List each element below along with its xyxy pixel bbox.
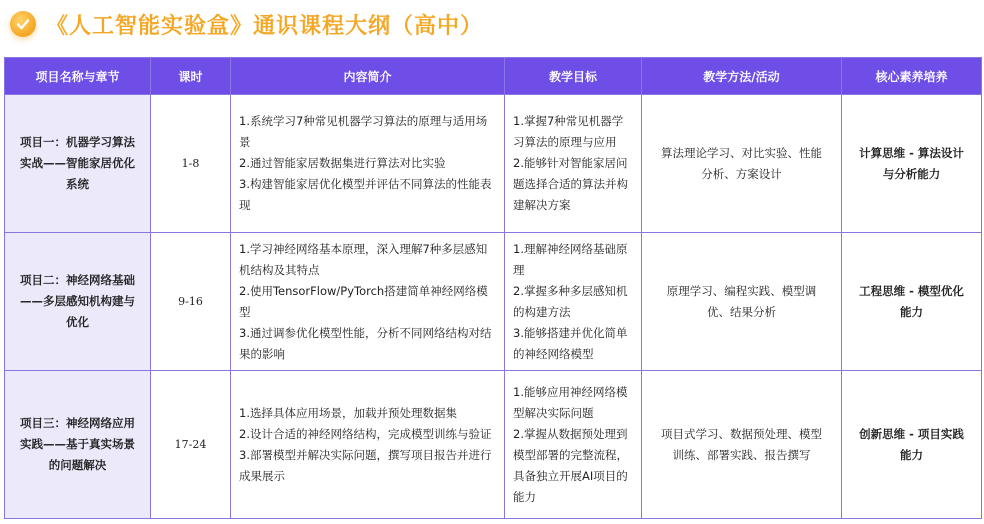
goal-line: 3.能够搭建并优化简单的神经网络模型 <box>513 325 628 361</box>
project-name: 项目三：神经网络应用实践——基于真实场景的问题解决 <box>5 371 151 519</box>
hours-cell: 17-24 <box>151 371 231 519</box>
content-line: 2.使用TensorFlow/PyTorch搭建简单神经网络模型 <box>239 283 488 319</box>
header-methods: 教学方法/活动 <box>642 58 842 95</box>
hours-cell: 1-8 <box>151 95 231 233</box>
goal-line: 2.掌握多种多层感知机的构建方法 <box>513 283 628 319</box>
core-cell: 计算思维 - 算法设计与分析能力 <box>842 95 982 233</box>
methods-cell: 原理学习、编程实践、模型调优、结果分析 <box>642 233 842 371</box>
hours-cell: 9-16 <box>151 233 231 371</box>
header-goals: 教学目标 <box>505 58 642 95</box>
methods-cell: 项目式学习、数据预处理、模型训练、部署实践、报告撰写 <box>642 371 842 519</box>
goals-cell <box>505 95 642 233</box>
goal-line: 1.掌握7种常见机器学习算法的原理与应用 <box>513 114 624 149</box>
table-row <box>5 95 982 233</box>
page-title: 《人工智能实验盒》通识课程大纲（高中） <box>46 13 484 39</box>
content-line: 3.通过调参优化模型性能，分析不同网络结构对结果的影响 <box>239 325 492 361</box>
check-circle-icon <box>10 11 36 37</box>
table-row <box>5 371 982 519</box>
header-project: 项目名称与章节 <box>5 58 151 95</box>
content-line: 1.选择具体应用场景，加载并预处理数据集 <box>239 405 457 420</box>
methods-cell: 算法理论学习、对比实验、性能分析、方案设计 <box>642 95 842 233</box>
content-line: 2.设计合适的神经网络结构，完成模型训练与验证 <box>239 426 492 441</box>
header-hours: 课时 <box>151 58 231 95</box>
header-content: 内容简介 <box>231 58 505 95</box>
project-name: 项目二：神经网络基础——多层感知机构建与优化 <box>5 233 151 371</box>
content-line: 3.构建智能家居优化模型并评估不同算法的性能表现 <box>239 177 492 212</box>
table-header-row <box>5 58 982 95</box>
content-cell <box>231 233 505 371</box>
goals-cell <box>505 233 642 371</box>
content-cell <box>231 95 505 233</box>
content-line: 2.通过智能家居数据集进行算法对比实验 <box>239 156 446 170</box>
goal-line: 1.能够应用神经网络模型解决实际问题 <box>513 384 628 420</box>
core-cell: 工程思维 - 模型优化能力 <box>842 233 982 371</box>
goal-line: 2.掌握从数据预处理到模型部署的完整流程，具备独立开展AI项目的能力 <box>513 426 628 504</box>
syllabus-table <box>4 57 982 519</box>
goal-line: 2.能够针对智能家居问题选择合适的算法并构建解决方案 <box>513 156 628 212</box>
goal-line: 1.理解神经网络基础原理 <box>513 241 628 277</box>
content-line: 1.学习神经网络基本原理，深入理解7种多层感知机结构及其特点 <box>239 241 488 277</box>
content-line: 1.系统学习7种常见机器学习算法的原理与适用场景 <box>239 114 488 149</box>
header-core: 核心素养培养 <box>842 58 982 95</box>
content-line: 3.部署模型并解决实际问题，撰写项目报告并进行成果展示 <box>239 447 492 483</box>
core-cell: 创新思维 - 项目实践能力 <box>842 371 982 519</box>
project-name: 项目一：机器学习算法实战——智能家居优化系统 <box>5 95 151 233</box>
content-cell <box>231 371 505 519</box>
title-bar <box>4 4 604 44</box>
goals-cell <box>505 371 642 519</box>
table-row <box>5 233 982 371</box>
